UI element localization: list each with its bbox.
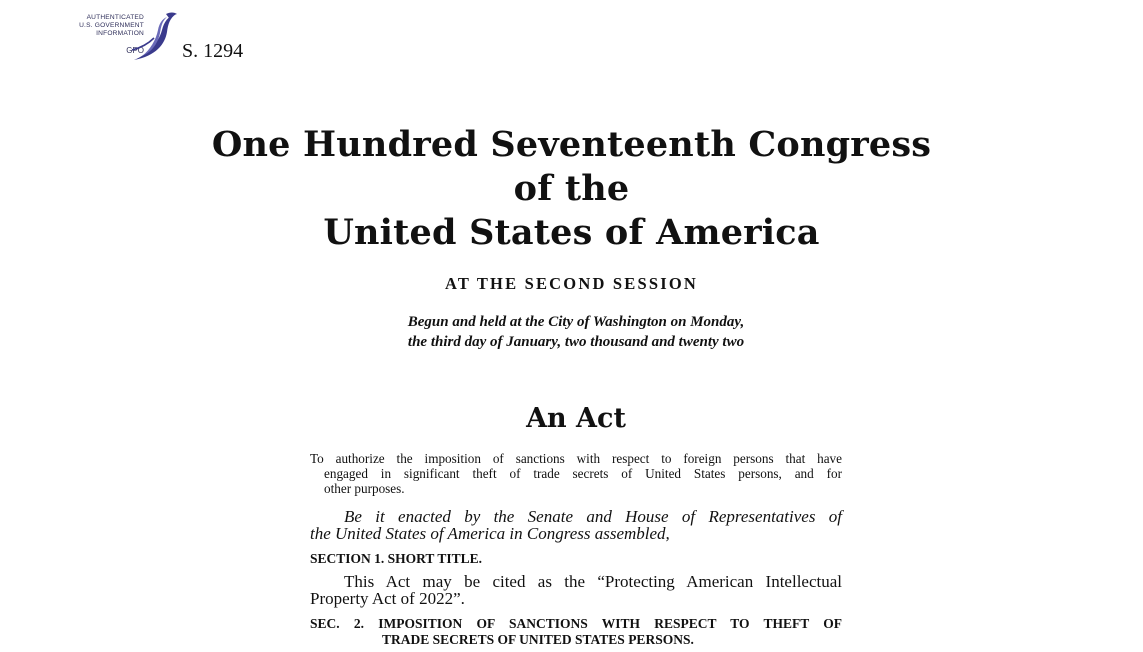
section-2-heading-line: TRADE SECRETS OF UNITED STATES PERSONS. — [382, 632, 694, 647]
congress-title-line: One Hundred Seventeenth Congress — [211, 124, 932, 165]
section-2-heading — [310, 616, 842, 648]
section-1-text — [310, 573, 842, 607]
act-purpose — [310, 451, 842, 496]
enacting-line: Be it enacted by the Senate and House of Representatives of — [344, 507, 842, 526]
gpo-mark: GPO — [126, 46, 144, 55]
purpose-line: other purposes. — [324, 481, 405, 496]
gpo-logo — [68, 10, 180, 66]
session-date-line: Begun and held at the City of Washington on Monday, — [407, 314, 745, 330]
enacting-clause — [310, 508, 842, 542]
congress-title-line: United States of America — [323, 212, 820, 253]
gpo-text-line: AUTHENTICATED — [86, 14, 144, 21]
gpo-text-line: U.S. GOVERNMENT — [79, 22, 144, 29]
eagle-icon — [128, 10, 178, 66]
act-title: An Act — [526, 403, 626, 434]
section-1-line: This Act may be cited as the “Protecting American Intellectual — [344, 572, 842, 591]
section-2-heading-line: SEC. 2. IMPOSITION OF SANCTIONS WITH RESPECT TO THEFT OF — [310, 616, 842, 631]
congress-title-line: of the — [513, 168, 630, 209]
bill-number: S. 1294 — [182, 40, 244, 62]
purpose-line: engaged in significant theft of trade secrets of United States persons, and for — [324, 466, 842, 481]
session-date-line: the third day of January, two thousand and twenty two — [407, 334, 745, 350]
session-heading: AT THE SECOND SESSION — [445, 274, 698, 293]
purpose-line: To authorize the imposition of sanctions with respect to foreign persons that have — [310, 451, 842, 466]
section-1-heading: SECTION 1. SHORT TITLE. — [310, 551, 482, 566]
section-1-line: Property Act of 2022”. — [310, 589, 465, 608]
gpo-text-line: INFORMATION — [96, 30, 144, 37]
enacting-line: the United States of America in Congress assembled, — [310, 524, 670, 543]
